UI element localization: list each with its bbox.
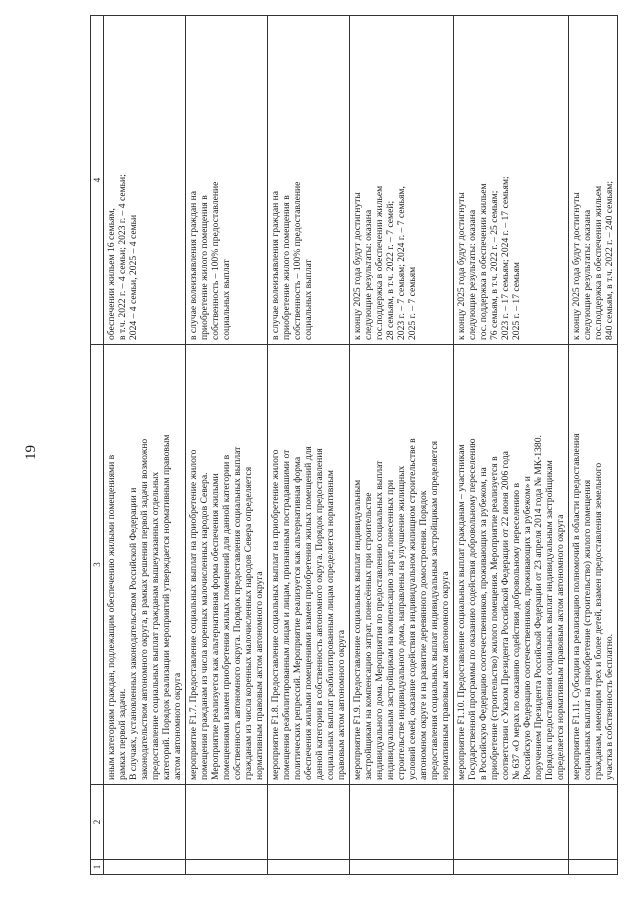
text-line: обеспечения жилыми помещениями взамен приобретения жилых помещений для bbox=[303, 446, 314, 780]
text-line: мероприятие F1.11. Субсидии на реализацию полномочий в области предоставления bbox=[571, 433, 582, 780]
text-line: гос.поддержка в обеспечении жильем bbox=[593, 185, 604, 340]
text-line: в случае волеизъявления граждан на bbox=[188, 190, 199, 340]
text-line: индивидуального дома. Мероприятия по предоставлению социальных выплат bbox=[374, 460, 385, 780]
text-line: соответствии с Указом Президента Российской Федерации от 22 июня 2006 года bbox=[500, 451, 511, 780]
header-cell: 2 bbox=[91, 785, 104, 860]
page-number: 19 bbox=[23, 445, 39, 460]
text-line: Мероприятие реализуется как альтернативная форма обеспечения жилыми bbox=[210, 473, 221, 780]
text-line: данной категории в собственность автономного округа. Порядок предоставления bbox=[314, 448, 325, 780]
table-row bbox=[186, 16, 268, 875]
text-line: поручением Президента Российской Федерации от 23 апреля 2014 года № МК-1380. bbox=[533, 435, 544, 780]
text-line: собственность автономного округа. Порядок предоставления социальных выплат bbox=[232, 446, 243, 780]
text-line: социальных выплат bbox=[221, 259, 232, 340]
text-line: мероприятие F1.10. Предоставление социальных выплат гражданам – участникам bbox=[456, 444, 467, 780]
text-line: к концу 2025 года будут достигнуты bbox=[571, 192, 582, 340]
table-row bbox=[454, 16, 569, 875]
result-cell bbox=[104, 16, 186, 345]
number-cell bbox=[569, 860, 618, 875]
result-cell bbox=[569, 16, 618, 345]
table-row bbox=[104, 16, 186, 875]
text-line: нормативным правовым актом автономного округа bbox=[440, 571, 451, 780]
text-line: индивидуальным застройщикам на компенсацию затрат, понесенных при bbox=[385, 479, 396, 780]
text-line: № 637 «О мерах по оказанию содействия добровольному переселению в bbox=[511, 483, 522, 780]
text-line: к концу 2025 года будут достигнуты bbox=[352, 192, 363, 340]
result-cell bbox=[268, 16, 350, 345]
text-line: мероприятие F1.7. Предоставление социальных выплат на приобретение жилого bbox=[188, 449, 199, 780]
text-line: собственность – 100% предоставление bbox=[292, 181, 303, 340]
text-line: социальных выплат bbox=[303, 259, 314, 340]
measure-description-cell bbox=[454, 345, 569, 785]
task-cell bbox=[268, 785, 350, 860]
text-line: 2023 г. – 17 семьям; 2024 г. – 17 семьям; bbox=[500, 176, 511, 340]
result-cell bbox=[350, 16, 454, 345]
measure-description-cell bbox=[186, 345, 268, 785]
text-line: участка в собственность бесплатно. bbox=[604, 633, 615, 780]
number-cell bbox=[186, 860, 268, 875]
table-row bbox=[569, 16, 618, 875]
text-line: в случае волеизъявления граждан на bbox=[270, 190, 281, 340]
text-line: определяется нормативным правовым актом автономного округа bbox=[555, 514, 566, 780]
text-line: рамках первой задачи. bbox=[117, 688, 128, 780]
text-line: социальных выплат реабилитированным лицам определяется нормативным bbox=[325, 470, 336, 780]
text-line: приобретение (строительство) жилого помещения. Мероприятие реализуется в bbox=[489, 456, 500, 780]
text-line: следующие результаты: оказана bbox=[363, 209, 374, 340]
table-header-row bbox=[91, 16, 104, 875]
text-line: 28 семьям, в т.ч. 2022 г. – 7 семей; bbox=[385, 200, 396, 340]
table-row bbox=[350, 16, 454, 875]
text-line: гражданам из числа коренных малочисленных народов Севера определяется bbox=[243, 466, 254, 780]
text-line: следующие результаты: оказана bbox=[467, 209, 478, 340]
text-line: предоставления социальных выплат индивидуальным застройщикам определяется bbox=[429, 440, 440, 780]
text-line: гос.поддержка в обеспечении жильем bbox=[374, 185, 385, 340]
text-line: автономном округе и на развитие деревянного домостроения. Порядок bbox=[418, 490, 429, 780]
text-line: в т.ч. 2022 г. – 4 семьи; 2023 г. – 4 семьи; bbox=[117, 174, 128, 340]
text-line: мероприятие F1.8. Предоставление социальных выплат на приобретение жилого bbox=[270, 449, 281, 780]
text-line: В случаях, установленных законодательством Российской Федерации и bbox=[128, 487, 139, 780]
header-cell: 4 bbox=[91, 16, 104, 345]
text-line: предоставление социальных выплат гражданам вышеуказанных отдельных bbox=[150, 471, 161, 780]
text-line: застройщикам на компенсацию затрат, понесённых при строительстве bbox=[363, 492, 374, 780]
header-cell: 3 bbox=[91, 345, 104, 785]
text-line: гражданам, имеющим трех и более детей, взамен предоставления земельного bbox=[593, 462, 604, 780]
text-line: категорий. Порядок реализации мероприятий утверждается нормативным правовым bbox=[161, 434, 172, 780]
result-cell bbox=[186, 16, 268, 345]
text-line: 76 семьям, в т.ч. 2022 г. – 25 семьям; bbox=[489, 190, 500, 340]
measure-description-cell bbox=[350, 345, 454, 785]
text-line: политических репрессий. Мероприятие реализуется как альтернативная форма bbox=[292, 456, 303, 780]
text-line: социальных выплат на приобретение (строительство) жилого помещения bbox=[582, 479, 593, 780]
text-line: собственность – 100% предоставление bbox=[210, 181, 221, 340]
text-line: приобретение жилого помещения в bbox=[199, 195, 210, 340]
text-line: 2025 г. – 17 семьям bbox=[511, 262, 522, 340]
measures-table bbox=[90, 15, 618, 875]
text-line: Государственной программы по оказанию содействия добровольному переселению bbox=[467, 438, 478, 780]
measure-description-cell bbox=[268, 345, 350, 785]
text-line: правовым актом автономного округа bbox=[336, 629, 347, 780]
number-cell bbox=[350, 860, 454, 875]
measure-description-cell bbox=[104, 345, 186, 785]
text-line: законодательством автономного округа, в рамках решения первой задачи возможно bbox=[139, 438, 150, 780]
measure-description-cell bbox=[569, 345, 618, 785]
text-line: 2023 г. – 7 семьям; 2024 г. – 7 семьям, bbox=[396, 186, 407, 340]
task-cell bbox=[104, 785, 186, 860]
number-cell bbox=[454, 860, 569, 875]
table-row bbox=[268, 16, 350, 875]
task-cell bbox=[569, 785, 618, 860]
text-line: иным категориям граждан, подлежащим обеспечению жилыми помещениями в bbox=[106, 454, 117, 780]
text-line: приобретение жилого помещения в bbox=[281, 195, 292, 340]
text-line: нормативным правовым актом автономного округа bbox=[254, 571, 265, 780]
text-line: следующие результаты: оказана bbox=[582, 209, 593, 340]
number-cell bbox=[104, 860, 186, 875]
task-cell bbox=[186, 785, 268, 860]
text-line: мероприятие F1.9. Предоставление социальных выплат индивидуальным bbox=[352, 479, 363, 780]
text-line: помещения гражданам из числа коренных малочисленных народов Севера. bbox=[199, 472, 210, 780]
text-line: помещения реабилитированным лицам и лицам, признанным пострадавшими от bbox=[281, 449, 292, 780]
text-line: в Российскую Федерацию соотечественников, проживающих за рубежом, на bbox=[478, 467, 489, 780]
text-line: Порядок предоставления социальных выплат индивидуальным застройщикам bbox=[544, 460, 555, 780]
text-line: условий семей, оказание содействия в индивидуальном жилищном строительстве в bbox=[407, 438, 418, 780]
text-line: помещениями взамен приобретения жилых помещений для данной категории в bbox=[221, 454, 232, 780]
text-line: Российскую Федерацию соотечественников, проживающих за рубежом» и bbox=[522, 476, 533, 780]
number-cell bbox=[268, 860, 350, 875]
text-line: к концу 2025 года будут достигнуты bbox=[456, 192, 467, 340]
text-line: гос. поддержка в обеспечении жильем bbox=[478, 183, 489, 340]
task-cell bbox=[454, 785, 569, 860]
text-line: обеспечении жильем 16 семьям, bbox=[106, 208, 117, 340]
text-line: строительстве индивидуального дома, направлены на улучшение жилищных bbox=[396, 465, 407, 780]
text-line: 840 семьям, в т.ч. 2022 г. – 240 семьям; bbox=[604, 180, 615, 340]
task-cell bbox=[350, 785, 454, 860]
text-line: 2024 – 4 семьи, 2025 – 4 семьи bbox=[128, 214, 139, 340]
text-line: актом автономного округа bbox=[172, 672, 183, 780]
header-cell: 1 bbox=[91, 860, 104, 875]
text-line: 2025 г. – 7 семьям bbox=[407, 266, 418, 340]
result-cell bbox=[454, 16, 569, 345]
